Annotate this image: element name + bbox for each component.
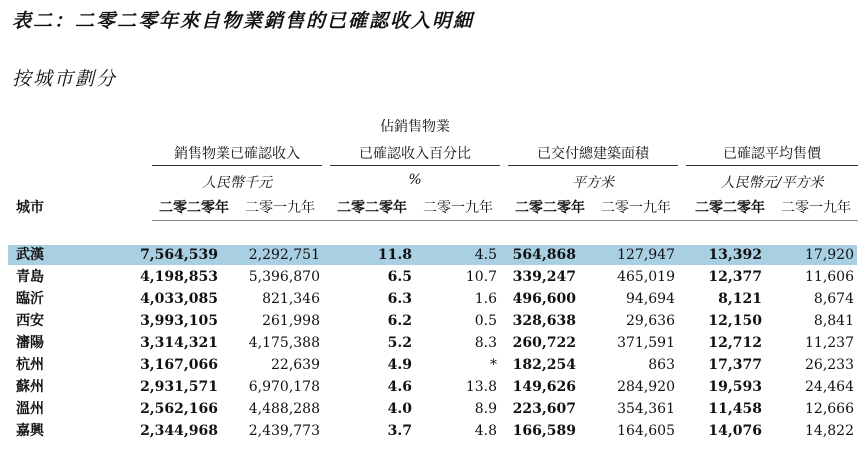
- asp-2019: 11,606: [805, 269, 854, 285]
- unit-percent: %: [408, 172, 422, 188]
- asp-2020: 12,150: [708, 313, 762, 329]
- revenue-2020: 2,344,968: [140, 423, 218, 439]
- gfa-2019: 371,591: [617, 335, 675, 351]
- revenue-2019: 261,998: [262, 313, 320, 329]
- asp-2019: 17,920: [805, 247, 854, 263]
- revenue-2020: 7,564,539: [140, 247, 218, 263]
- percent-2020: 6.3: [387, 291, 412, 307]
- gfa-2020: 564,868: [512, 247, 576, 263]
- gfa-2020: 328,638: [512, 313, 576, 329]
- city-name: 蘇州: [16, 379, 44, 395]
- col-rule-asp: [686, 165, 858, 166]
- col-header-percent-line1: 佔銷售物業: [380, 119, 450, 135]
- revenue-2019: 5,396,870: [248, 269, 320, 285]
- gfa-2020: 496,600: [512, 291, 576, 307]
- col-rule-gfa: [508, 165, 678, 166]
- asp-2020: 17,377: [708, 357, 762, 373]
- col-header-asp: 已確認平均售價: [723, 146, 821, 162]
- gfa-2019: 284,920: [617, 379, 675, 395]
- city-name: 溫州: [16, 401, 44, 417]
- revenue-2019: 2,292,751: [248, 247, 320, 263]
- asp-2019: 14,822: [805, 423, 854, 439]
- city-name: 青島: [16, 269, 44, 285]
- col-header-revenue: 銷售物業已確認收入: [174, 146, 300, 162]
- year-prior-percent: 二零一九年: [423, 200, 493, 216]
- revenue-2020: 4,198,853: [140, 269, 218, 285]
- revenue-2020: 2,931,571: [140, 379, 218, 395]
- col-rule-percent: [330, 165, 500, 166]
- revenue-2019: 4,488,288: [248, 401, 320, 417]
- percent-2020: 3.7: [387, 423, 412, 439]
- table-row: [0, 288, 865, 310]
- header-bottom-rule: [152, 220, 858, 221]
- year-prior-asp: 二零一九年: [781, 200, 851, 216]
- asp-2019: 8,674: [813, 291, 854, 307]
- year-current-asp: 二零二零年: [695, 200, 765, 216]
- unit-revenue: 人民幣千元: [202, 175, 272, 191]
- gfa-2019: 354,361: [617, 401, 675, 417]
- city-name: 瀋陽: [16, 335, 44, 351]
- year-current-gfa: 二零二零年: [515, 200, 585, 216]
- gfa-2019: 863: [648, 357, 675, 373]
- asp-2020: 14,076: [708, 423, 762, 439]
- percent-2020: 4.0: [387, 401, 412, 417]
- table-title: 表二：二零二零年來自物業銷售的已確認收入明細: [12, 10, 475, 32]
- asp-2019: 24,464: [805, 379, 854, 395]
- revenue-2019: 4,175,388: [248, 335, 320, 351]
- percent-2020: 4.9: [387, 357, 412, 373]
- table-row: [0, 398, 865, 420]
- revenue-2019: 2,439,773: [248, 423, 320, 439]
- gfa-2019: 127,947: [617, 247, 675, 263]
- asp-2020: 12,377: [708, 269, 762, 285]
- gfa-2020: 166,589: [512, 423, 576, 439]
- unit-asp: 人民幣元/平方米: [720, 175, 824, 191]
- gfa-2019: 164,605: [617, 423, 675, 439]
- asp-2019: 26,233: [805, 357, 854, 373]
- asp-2020: 12,712: [708, 335, 762, 351]
- revenue-2020: 2,562,166: [140, 401, 218, 417]
- city-name: 武漢: [16, 247, 44, 263]
- table-row: [0, 244, 865, 266]
- table-row: [0, 376, 865, 398]
- gfa-2020: 339,247: [512, 269, 576, 285]
- table-row: [0, 332, 865, 354]
- asp-2020: 11,458: [708, 401, 762, 417]
- table-subtitle: 按城市劃分: [12, 68, 118, 90]
- percent-2020: 6.5: [387, 269, 412, 285]
- city-name: 西安: [16, 313, 44, 329]
- percent-2019: 10.7: [465, 269, 497, 285]
- percent-2019: *: [490, 357, 497, 373]
- city-name: 臨沂: [16, 291, 44, 307]
- percent-2019: 4.5: [474, 247, 497, 263]
- asp-2019: 8,841: [813, 313, 854, 329]
- city-column-header: 城市: [16, 200, 44, 216]
- percent-2019: 8.9: [474, 401, 497, 417]
- table-row: [0, 420, 865, 442]
- revenue-2019: 821,346: [262, 291, 320, 307]
- gfa-2020: 223,607: [512, 401, 576, 417]
- gfa-2020: 149,626: [512, 379, 576, 395]
- percent-2019: 4.8: [474, 423, 497, 439]
- asp-2019: 11,237: [805, 335, 854, 351]
- asp-2020: 13,392: [708, 247, 762, 263]
- revenue-2020: 4,033,085: [140, 291, 218, 307]
- percent-2020: 11.8: [377, 247, 412, 263]
- percent-2020: 6.2: [387, 313, 412, 329]
- percent-2019: 1.6: [474, 291, 497, 307]
- col-header-gfa: 已交付總建築面積: [537, 146, 649, 162]
- table-row: [0, 266, 865, 288]
- revenue-2020: 3,167,066: [140, 357, 218, 373]
- year-prior-revenue: 二零一九年: [245, 200, 315, 216]
- table-row: [0, 354, 865, 376]
- percent-2019: 8.3: [474, 335, 497, 351]
- gfa-2019: 29,636: [626, 313, 675, 329]
- gfa-2020: 260,722: [512, 335, 576, 351]
- year-current-percent: 二零二零年: [337, 200, 407, 216]
- revenue-2019: 22,639: [271, 357, 320, 373]
- year-prior-gfa: 二零一九年: [601, 200, 671, 216]
- asp-2020: 19,593: [708, 379, 762, 395]
- revenue-2020: 3,314,321: [140, 335, 218, 351]
- table-row: [0, 310, 865, 332]
- city-name: 嘉興: [16, 423, 44, 439]
- asp-2019: 12,666: [805, 401, 854, 417]
- percent-2019: 13.8: [465, 379, 497, 395]
- revenue-2020: 3,993,105: [140, 313, 218, 329]
- percent-2019: 0.5: [474, 313, 497, 329]
- percent-2020: 4.6: [387, 379, 412, 395]
- unit-gfa: 平方米: [572, 175, 614, 191]
- city-name: 杭州: [16, 357, 44, 373]
- revenue-2019: 6,970,178: [248, 379, 320, 395]
- gfa-2019: 94,694: [626, 291, 675, 307]
- year-current-revenue: 二零二零年: [159, 200, 229, 216]
- percent-2020: 5.2: [387, 335, 412, 351]
- col-header-percent-line2: 已確認收入百分比: [359, 146, 471, 162]
- gfa-2019: 465,019: [617, 269, 675, 285]
- col-rule-revenue: [152, 165, 322, 166]
- asp-2020: 8,121: [718, 291, 762, 307]
- gfa-2020: 182,254: [512, 357, 576, 373]
